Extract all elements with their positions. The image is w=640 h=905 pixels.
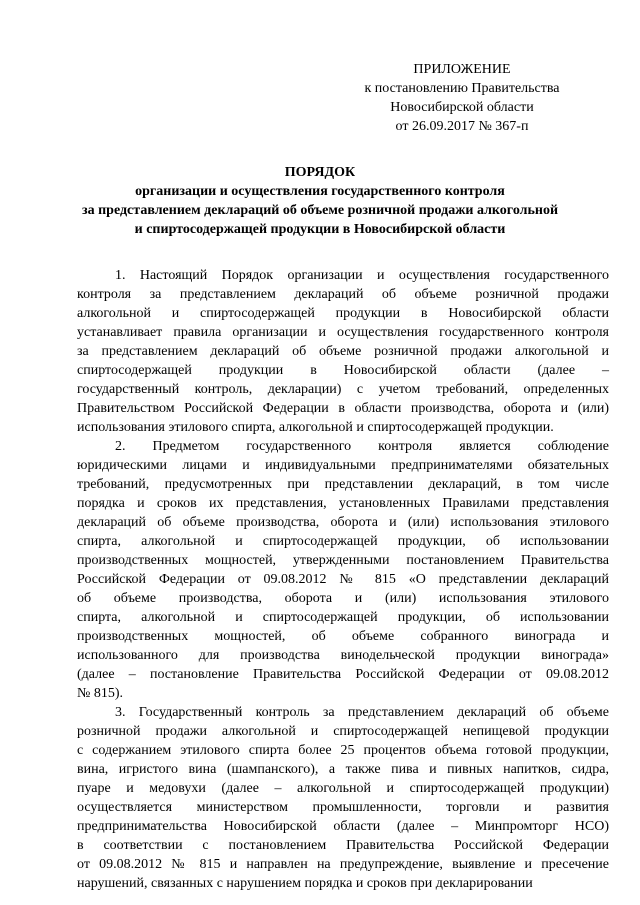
paragraph-1 xyxy=(77,266,609,437)
paragraph-line: использования этилового спирта, алкогольной и спиртосодержащей продукции. xyxy=(77,420,554,435)
paragraph-line: деклараций об объеме производства, оборота и (или) использования этилового xyxy=(77,515,609,530)
paragraph-line: пуаре и медовухи (далее – алкогольной и спиртосодержащей продукции) xyxy=(77,781,609,796)
appendix-title: ПРИЛОЖЕНИЕ xyxy=(413,62,511,77)
document-heading xyxy=(60,163,580,239)
paragraph-line: спирта, алкогольной и спиртосодержащей продукции, об использовании xyxy=(77,610,609,625)
paragraph-line: алкогольной и спиртосодержащей продукции в Новосибирской области xyxy=(77,306,609,321)
paragraph-line: розничной продажи алкогольной и спиртосодержащей непищевой продукции xyxy=(77,724,609,739)
paragraph-line: спирта, алкогольной и спиртосодержащей продукции, об использовании xyxy=(77,534,609,549)
paragraph-line: государственный контроль, декларации) с учетом требований, определенных xyxy=(77,382,609,397)
heading-line-2: за представлением деклараций об объеме розничной продажи алкогольной xyxy=(81,203,559,218)
paragraph-line: нарушений, связанных с нарушением порядка и сроков при декларировании xyxy=(77,876,533,891)
heading-line-3: и спиртосодержащей продукции в Новосибирской области xyxy=(134,222,506,237)
document-body xyxy=(77,266,609,893)
paragraph-line: 2. Предметом государственного контроля является соблюдение xyxy=(115,439,609,454)
paragraph-line: контроля за представлением деклараций об объеме розничной продажи xyxy=(77,287,609,302)
paragraph-line: порядка и сроков их представления, установленных Правилами представления xyxy=(77,496,609,511)
paragraph-3 xyxy=(77,703,609,893)
paragraph-line: Российской Федерации от 09.08.2012 № 815 «О представлении деклараций xyxy=(77,572,609,587)
paragraph-line: 3. Государственный контроль за представлением деклараций об объеме xyxy=(115,705,609,720)
paragraph-line: (далее – постановление Правительства Российской Федерации от 09.08.2012 xyxy=(77,667,609,682)
appendix-line-3: от 26.09.2017 № 367-п xyxy=(395,119,529,134)
paragraph-line: предпринимательства Новосибирской области (далее – Минпромторг НСО) xyxy=(77,819,609,834)
paragraph-line: использованного для производства винодельческой продукции винограда» xyxy=(77,648,609,663)
paragraph-line: в соответствии с постановлением Правительства Российской Федерации xyxy=(77,838,609,853)
appendix-block xyxy=(342,60,582,136)
paragraph-line: производственных мощностей, утвержденными постановлением Правительства xyxy=(77,553,609,568)
paragraph-line: производственных мощностей, об объеме собранного винограда и xyxy=(77,629,609,644)
paragraph-line: спиртосодержащей продукции в Новосибирской области (далее – xyxy=(77,363,609,378)
heading-title: ПОРЯДОК xyxy=(284,165,356,180)
heading-line-1: организации и осуществления государственного контроля xyxy=(135,184,505,199)
paragraph-line: за представлением деклараций об объеме розничной продажи алкогольной и xyxy=(77,344,609,359)
paragraph-line: вина, игристого вина (шампанского), а также пива и пивных напитков, сидра, xyxy=(77,762,609,777)
paragraph-line: с содержанием этилового спирта более 25 процентов объема готовой продукции, xyxy=(77,743,609,758)
paragraph-line: об объеме производства, оборота и (или) использования этилового xyxy=(77,591,609,606)
paragraph-line: Правительством Российской Федерации в области производства, оборота и (или) xyxy=(77,401,609,416)
paragraph-2 xyxy=(77,437,609,703)
paragraph-line: юридическими лицами и индивидуальными предпринимателями обязательных xyxy=(77,458,609,473)
paragraph-line: от 09.08.2012 № 815 и направлен на предупреждение, выявление и пресечение xyxy=(77,857,609,872)
paragraph-line: требований, предусмотренных при представлении деклараций, в том числе xyxy=(77,477,609,492)
appendix-line-2: Новосибирской области xyxy=(390,100,534,115)
paragraph-line: устанавливает правила организации и осуществления государственного контроля xyxy=(77,325,609,340)
paragraph-line: осуществляется министерством промышленности, торговли и развития xyxy=(77,800,609,815)
paragraph-line: 1. Настоящий Порядок организации и осуществления государственного xyxy=(115,268,609,283)
appendix-line-1: к постановлению Правительства xyxy=(364,81,560,96)
paragraph-line: № 815). xyxy=(77,686,124,701)
